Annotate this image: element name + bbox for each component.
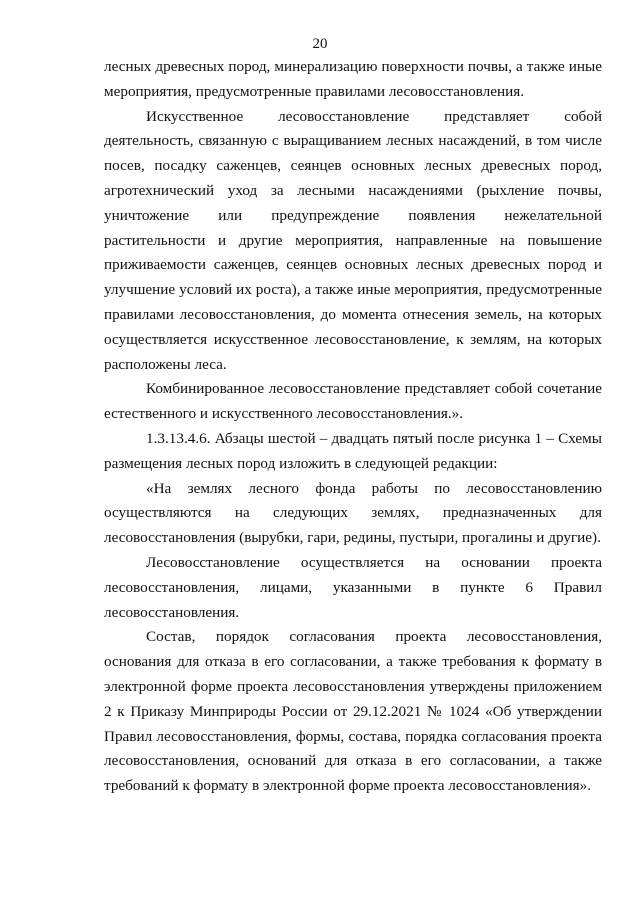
page-number: 20	[312, 36, 328, 52]
document-body	[104, 55, 602, 799]
paragraph-project-requirements: Состав, порядок согласования проекта лесовосстановления, основания для отказа в его согласовании, а также требования к формату в электронной форме проекта лесовосстановления утверждены приложением 2 к Приказу Минприроды России от 29.12.2021 № 1024 «Об утверждении Правил лесовосстановления, формы, состава, порядка согласования проекта лесовосстановления, оснований для отказа в его согласовании, а также требований к формату в электронной форме проекта лесовосстановления».	[104, 628, 602, 795]
paragraph-amendment-clause: 1.3.13.4.6. Абзацы шестой – двадцать пятый после рисунка 1 – Схемы размещения лесных пород изложить в следующей редакции:	[104, 429, 602, 472]
paragraph-combined-reforestation: Комбинированное лесовосстановление представляет собой сочетание естественного и искусственного лесовосстановления.».	[104, 380, 602, 423]
paragraph-forest-fund-lands: «На землях лесного фонда работы по лесовосстановлению осуществляются на следующих землях, предназначенных для лесовосстановления (вырубки, гари, редины, пустыри, прогалины и другие).	[104, 479, 602, 547]
paragraph-reforestation-project: Лесовосстановление осуществляется на основании проекта лесовосстановления, лицами, указанными в пункте 6 Правил лесовосстановления.	[104, 553, 602, 621]
paragraph-artificial-reforestation: Искусственное лесовосстановление представляет собой деятельность, связанную с выращиванием лесных насаждений, в том числе посев, посадку саженцев, сеянцев основных лесных древесных пород, агротехнический уход за лесными насаждениями (рыхление почвы, уничтожение или предупреждение появления нежелательной растительности и другие мероприятия, направленные на повышение приживаемости саженцев, сеянцев основных лесных древесных пород и улучшение условий их роста), а также иные мероприятия, предусмотренные правилами лесовосстановления, до момента отнесения земель, на которых осуществляется искусственное лесовосстановление, к землям, на которых расположены леса.	[104, 107, 602, 373]
paragraph-continuation: лесных древесных пород, минерализацию поверхности почвы, а также иные мероприятия, предусмотренные правилами лесовосстановления.	[104, 58, 602, 100]
